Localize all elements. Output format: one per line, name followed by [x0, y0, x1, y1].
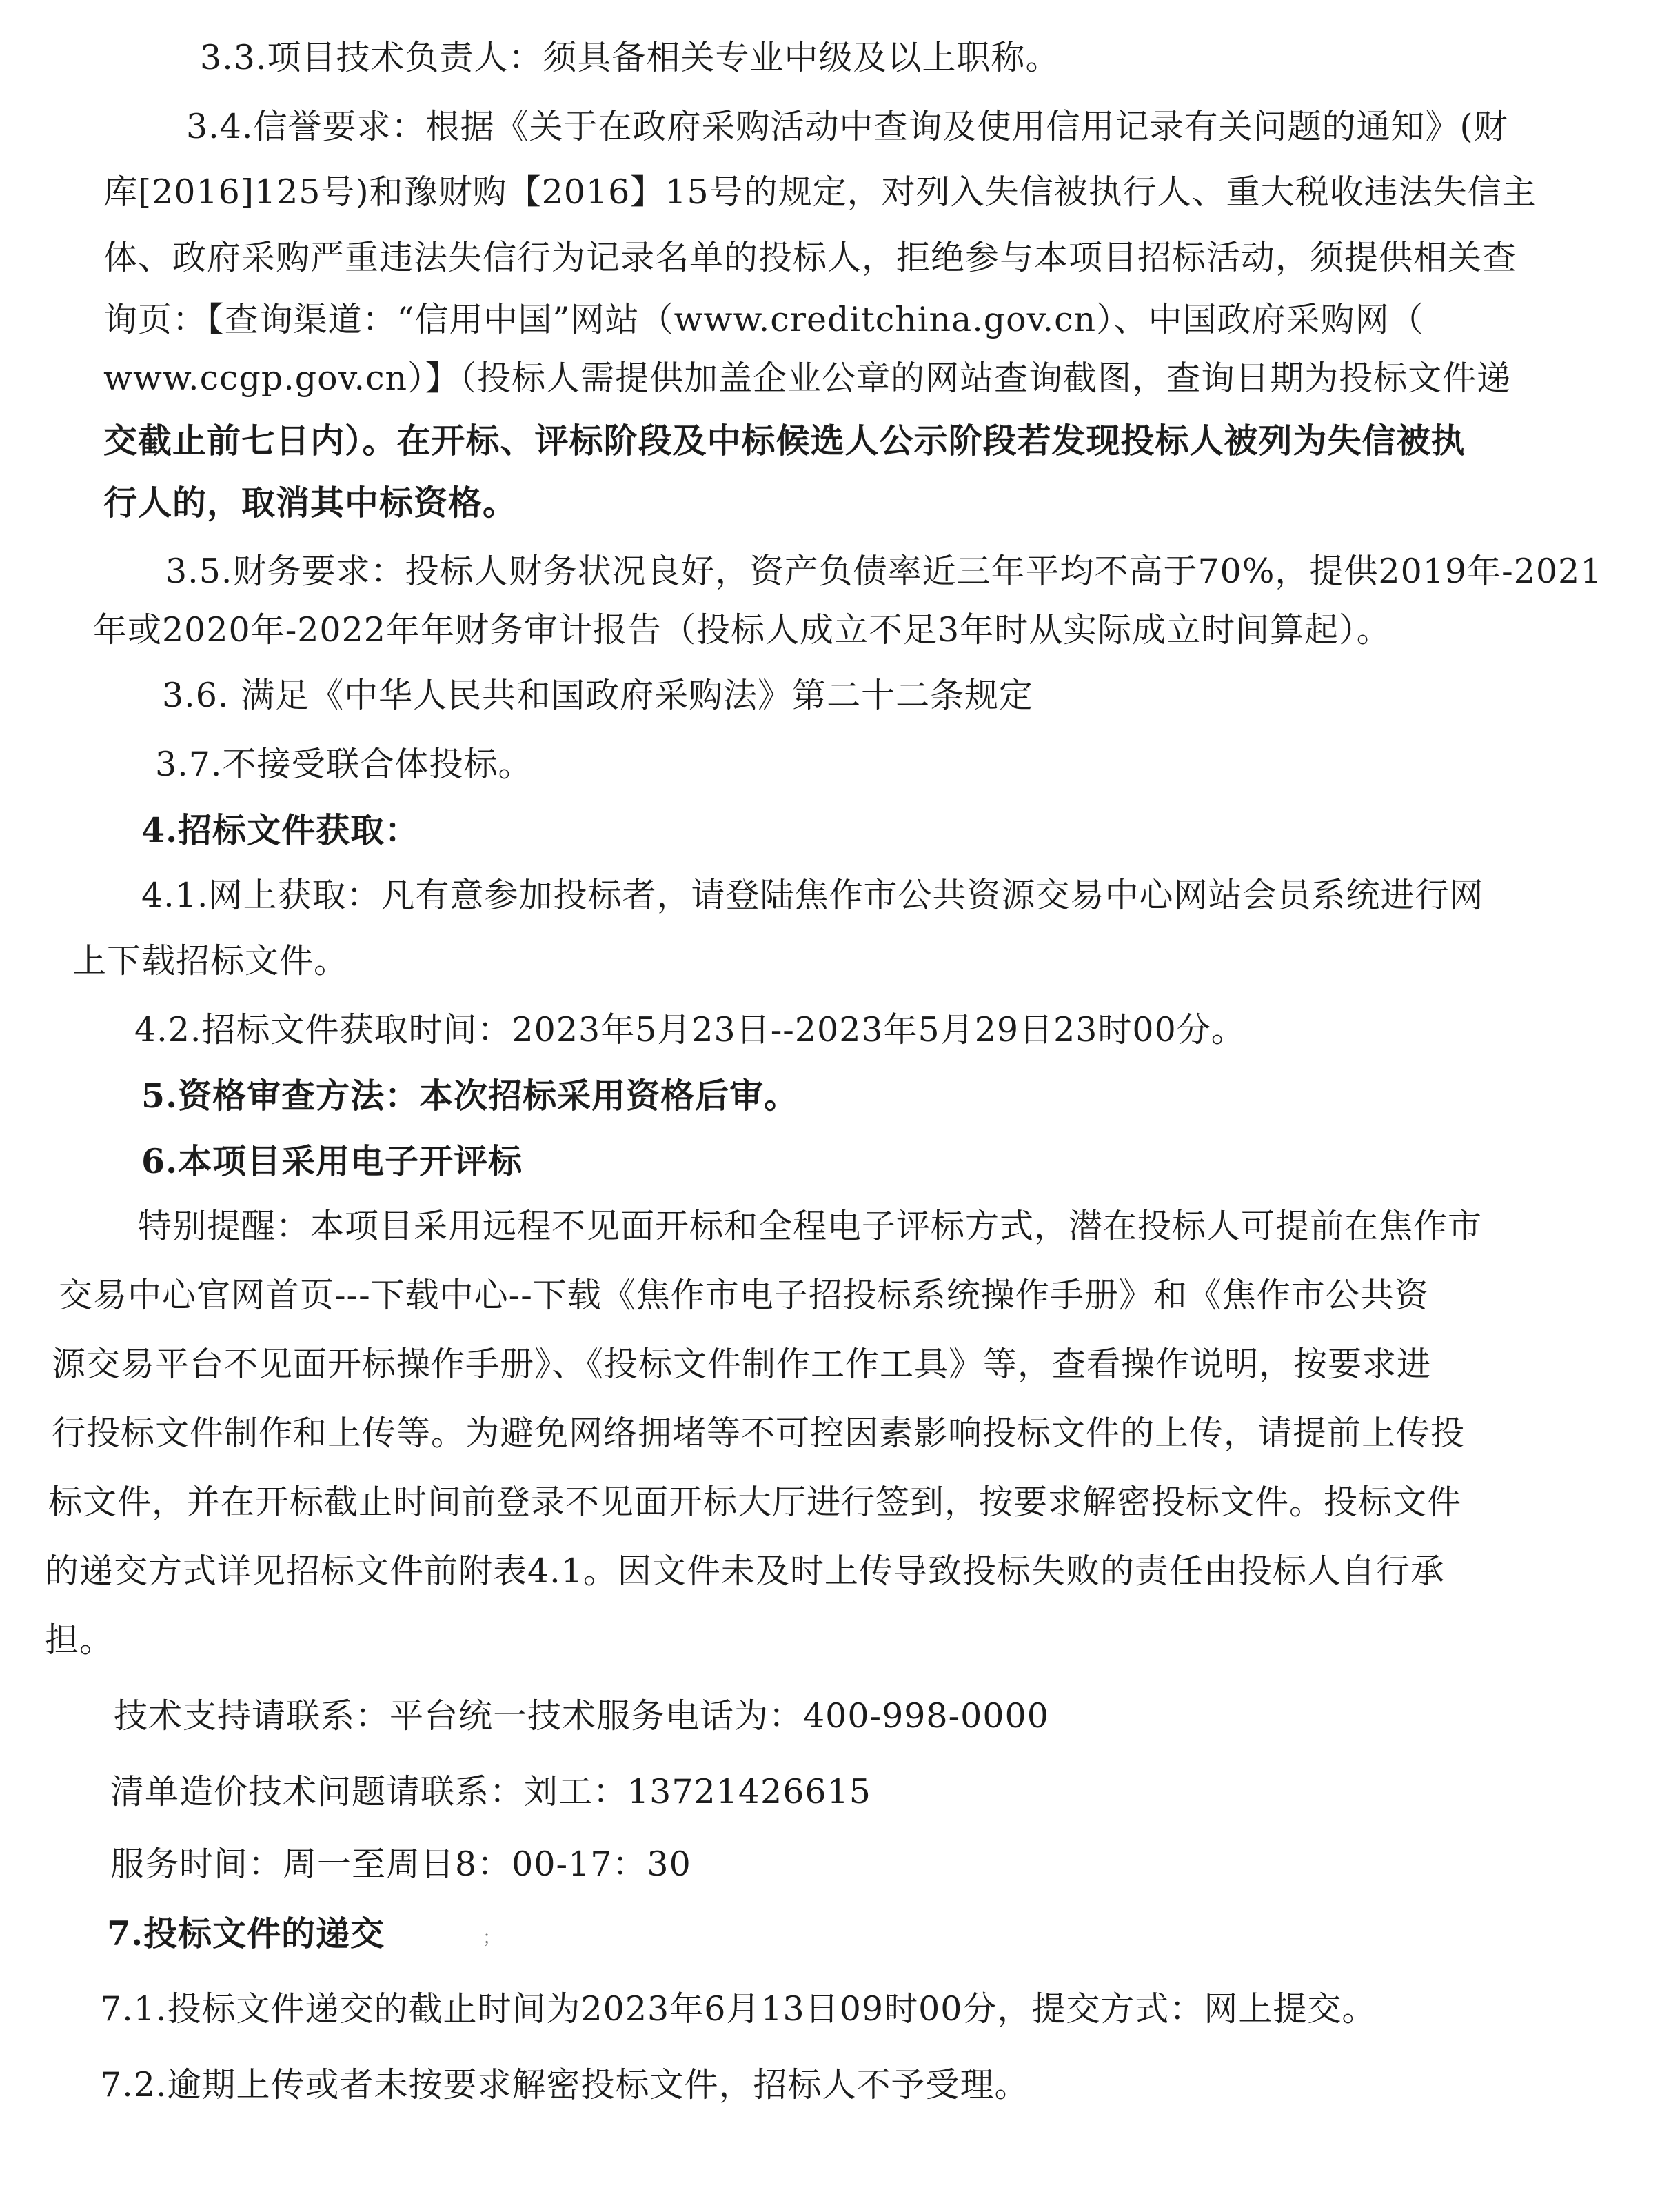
notice-line-5: 标文件，并在开标截止时间前登录不见面开标大厅进行签到，按要求解密投标文件。投标文件: [48, 1482, 1462, 1522]
section-4-heading: 4.招标文件获取：: [141, 810, 420, 850]
clause-4-2: 4.2.招标文件获取时间：2023年5月23日--2023年5月29日23时00分。: [134, 1010, 1246, 1049]
clause-7-2: 7.2.逾期上传或者未按要求解密投标文件，招标人不予受理。: [100, 2065, 1029, 2104]
clause-3-4-line-2: 库[2016]125号)和豫财购【2016】15号的规定，对列入失信被执行人、重大税收违法失信主: [103, 172, 1537, 212]
section-5-heading: 5.资格审查方法：本次招标采用资格后审。: [141, 1076, 799, 1116]
pricing-contact: 清单造价技术问题请联系：刘工：13721426615: [110, 1772, 871, 1811]
notice-line-4: 行投标文件制作和上传等。为避免网络拥堵等不可控因素影响投标文件的上传，请提前上传投: [52, 1414, 1466, 1453]
tech-support-contact: 技术支持请联系：平台统一技术服务电话为：400-998-0000: [114, 1696, 1049, 1736]
notice-line-6: 的递交方式详见招标文件前附表4.1。因文件未及时上传导致投标失败的责任由投标人自行承: [45, 1551, 1445, 1591]
clause-3-4-line-6: 交截止前七日内）。在开标、评标阶段及中标候选人公示阶段若发现投标人被列为失信被执: [103, 421, 1466, 461]
clause-3-5-line-1: 3.5.财务要求：投标人财务状况良好，资产负债率近三年平均不高于70%，提供2019年-2021: [165, 552, 1603, 591]
notice-line-3: 源交易平台不见面开标操作手册》、《投标文件制作工作工具》等，查看操作说明，按要求进: [52, 1345, 1432, 1384]
clause-3-3: 3.3.项目技术负责人：须具备相关专业中级及以上职称。: [200, 38, 1060, 77]
clause-3-4-line-7: 行人的，取消其中标资格。: [103, 483, 518, 523]
clause-3-4-line-4: 询页：【查询渠道：“信用中国”网站（www.creditchina.gov.cn）、中国政府采购网（: [103, 300, 1424, 339]
notice-line-7: 担。: [45, 1620, 114, 1660]
section-6-heading: 6.本项目采用电子开评标: [141, 1141, 523, 1181]
service-hours: 服务时间：周一至周日8：00-17：30: [110, 1844, 691, 1884]
clause-7-1: 7.1.投标文件递交的截止时间为2023年6月13日09时00分，提交方式：网上提交。: [100, 1989, 1377, 2029]
clause-3-5-line-2: 年或2020年-2022年年财务审计报告（投标人成立不足3年时从实际成立时间算起）。: [93, 610, 1391, 650]
clause-3-4-line-5: www.ccgp.gov.cn）】（投标人需提供加盖企业公章的网站查询截图，查询日期为投标文件递: [103, 359, 1512, 398]
notice-line-1: 特别提醒：本项目采用远程不见面开标和全程电子评标方式，潜在投标人可提前在焦作市: [138, 1207, 1483, 1246]
stray-mark: ；: [483, 1928, 501, 1949]
clause-4-1-line-1: 4.1.网上获取：凡有意参加投标者，请登陆焦作市公共资源交易中心网站会员系统进行网: [141, 876, 1484, 915]
clause-4-1-line-2: 上下载招标文件。: [72, 941, 349, 981]
clause-3-6: 3.6. 满足《中华人民共和国政府采购法》第二十二条规定: [162, 676, 1034, 715]
section-7-heading: 7.投标文件的递交: [107, 1913, 385, 1953]
clause-3-4-line-3: 体、政府采购严重违法失信行为记录名单的投标人，拒绝参与本项目招标活动，须提供相关查: [103, 238, 1517, 277]
clause-3-7: 3.7.不接受联合体投标。: [155, 745, 533, 784]
clause-3-4-line-1: 3.4.信誉要求：根据《关于在政府采购活动中查询及使用信用记录有关问题的通知》(财: [186, 107, 1508, 146]
notice-line-2: 交易中心官网首页---下载中心--下载《焦作市电子招投标系统操作手册》和《焦作市公共资: [59, 1276, 1429, 1315]
